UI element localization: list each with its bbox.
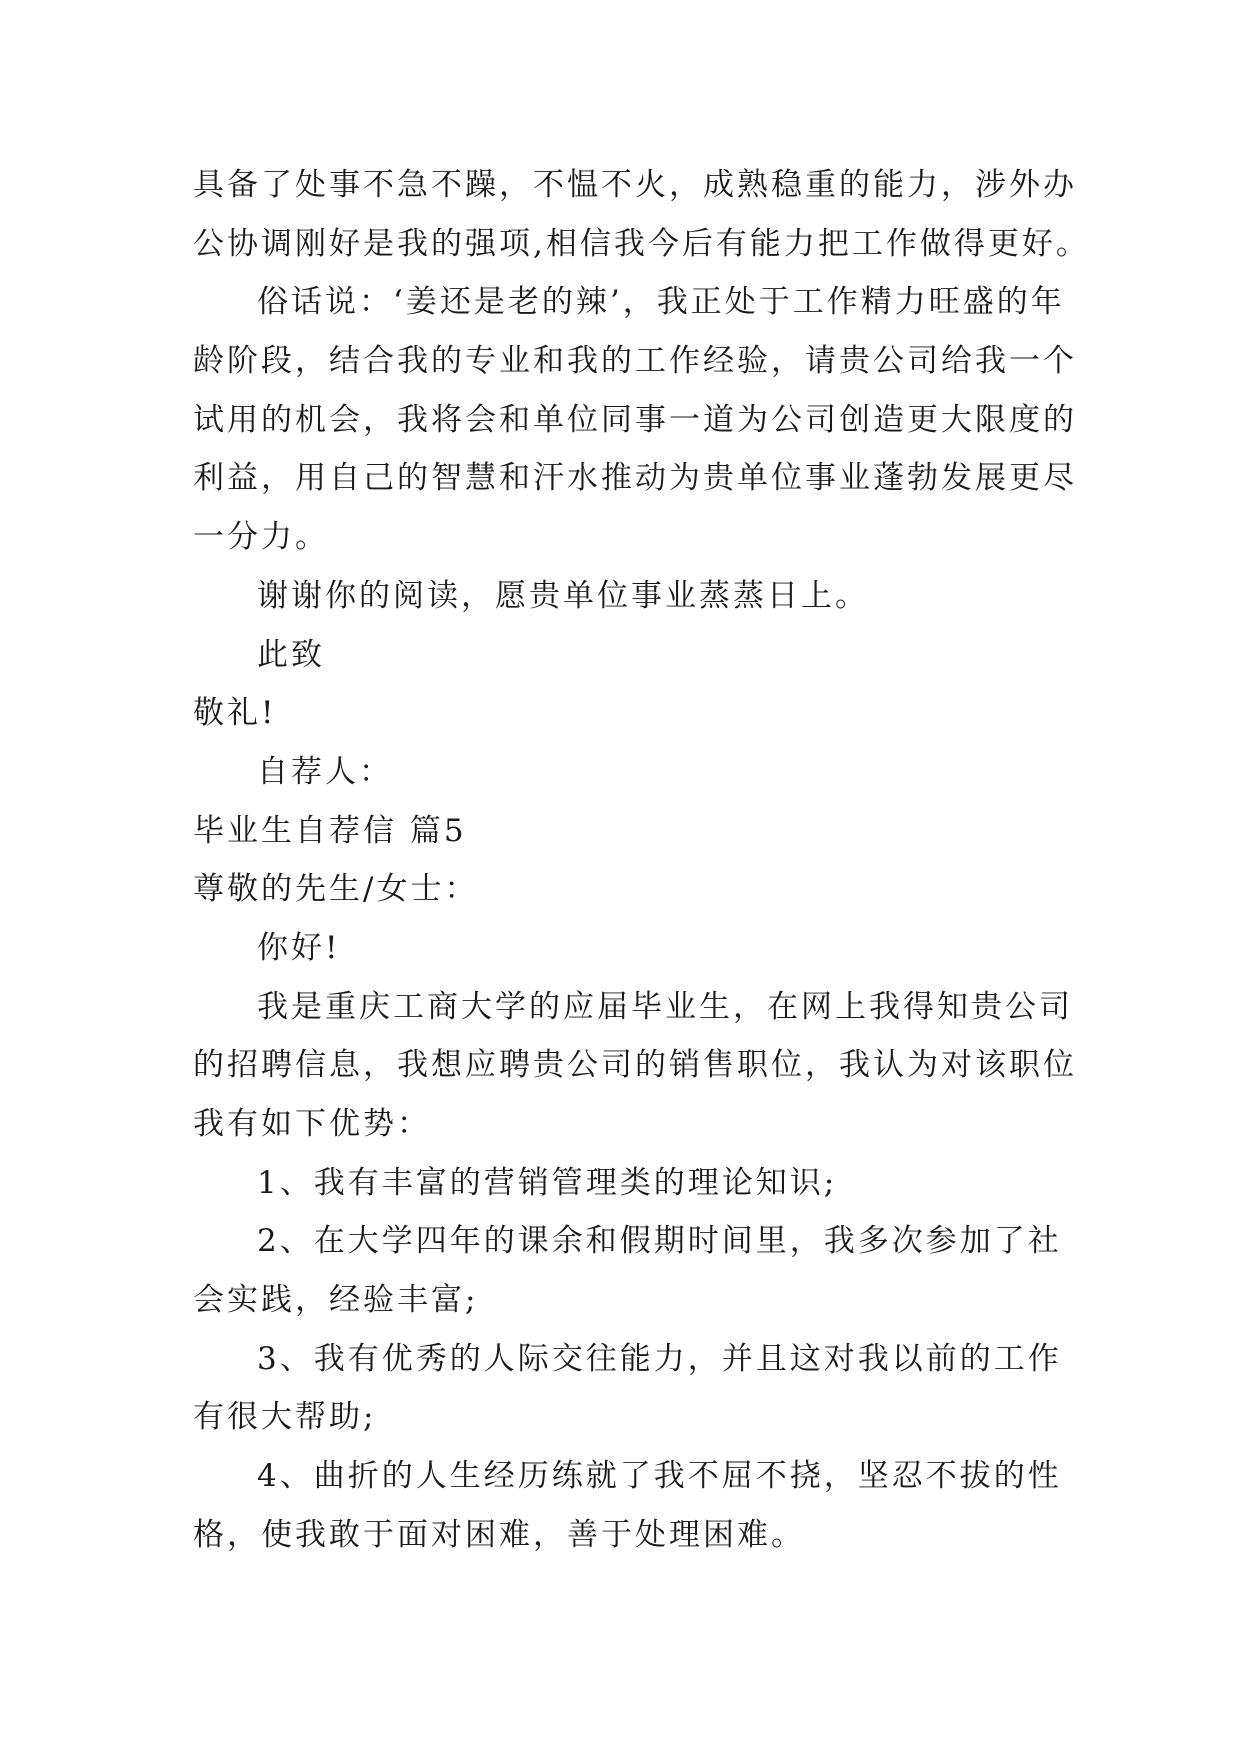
list-item-continuation: 会实践，经验丰富; bbox=[193, 1282, 479, 1319]
salutation: 尊敬的先生/女士： bbox=[193, 871, 479, 908]
greeting: 你好! bbox=[257, 929, 341, 966]
section-heading: 毕业生自荐信 篇5 bbox=[193, 812, 467, 849]
text-line: 龄阶段，结合我的专业和我的工作经验，请贵公司给我一个 bbox=[193, 343, 1077, 380]
text-line: 具备了处事不急不躁，不愠不火，成熟稳重的能力，涉外办 bbox=[193, 167, 1077, 203]
list-item: 4、曲折的人生经历练就了我不屈不挠，坚忍不拔的性 bbox=[257, 1458, 1062, 1495]
list-item: 2、在大学四年的课余和假期时间里，我多次参加了社 bbox=[257, 1223, 1062, 1260]
text-line: 公协调刚好是我的强项,相信我今后有能力把工作做得更好。 bbox=[193, 225, 1090, 262]
text-line: 试用的机会，我将会和单位同事一道为公司创造更大限度的 bbox=[193, 401, 1077, 438]
signature-label: 自荐人： bbox=[257, 753, 393, 790]
list-item-continuation: 格，使我敢于面对困难，善于处理困难。 bbox=[193, 1516, 805, 1553]
text-line: 我有如下优势： bbox=[193, 1106, 431, 1142]
text-line: 利益，用自己的智慧和汗水推动为贵单位事业蓬勃发展更尽 bbox=[193, 460, 1077, 497]
text-line: 一分力。 bbox=[193, 519, 329, 556]
list-item: 1、我有丰富的营销管理类的理论知识; bbox=[257, 1164, 838, 1201]
salutation-closing: 敬礼! bbox=[193, 695, 277, 732]
list-item: 3、我有优秀的人际交往能力，并且这对我以前的工作 bbox=[257, 1340, 1062, 1377]
text-line: 我是重庆工商大学的应届毕业生，在网上我得知贵公司 bbox=[257, 988, 1073, 1025]
letter-body bbox=[193, 156, 1090, 1565]
text-line: 俗话说：‘姜还是老的辣’，我正处于工作精力旺盛的年 bbox=[257, 284, 1065, 321]
list-item-continuation: 有很大帮助; bbox=[193, 1399, 377, 1436]
closing-phrase: 此致 bbox=[257, 636, 325, 673]
text-line: 的招聘信息，我想应聘贵公司的销售职位，我认为对该职位 bbox=[193, 1047, 1077, 1084]
text-line: 谢谢你的阅读，愿贵单位事业蒸蒸日上。 bbox=[257, 577, 869, 614]
